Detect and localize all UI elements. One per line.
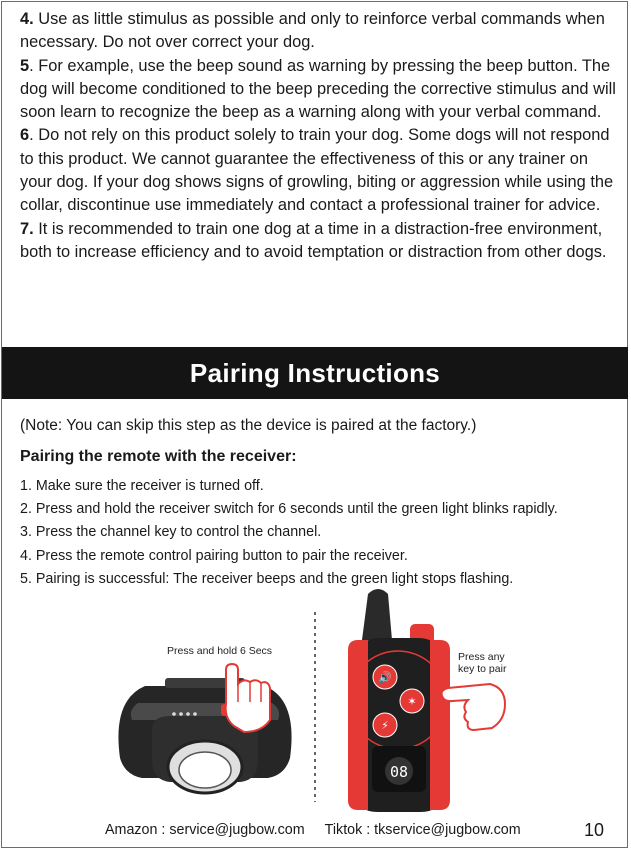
page-number: 10 xyxy=(584,820,605,840)
svg-text:✶: ✶ xyxy=(407,695,417,708)
rule-text: Use as little stimulus as possible and only to reinforce verbal commands when necessary. Do not over correct your dog. xyxy=(20,10,605,52)
rule-text: It is recommended to train one dog at a time in a distraction-free environment, both to increase efficiency and to avoid temptation or distraction from other dogs. xyxy=(20,219,607,261)
footer-contacts xyxy=(105,822,521,838)
rule-number: 5 xyxy=(20,56,30,75)
remote-callout-line2: key to pair xyxy=(458,663,507,675)
remote-display: 08 xyxy=(389,763,409,781)
rule-number: 6 xyxy=(20,126,30,145)
remote-illustration xyxy=(348,589,450,812)
rule-number: 7. xyxy=(20,219,34,238)
step-item: 2. Press and hold the receiver switch for 6 seconds until the green light blinks rapidly. xyxy=(20,501,558,518)
section-banner xyxy=(2,347,628,399)
step-item: 3. Press the channel key to control the channel. xyxy=(20,524,322,541)
pairing-illustration xyxy=(0,580,631,820)
tiktok-contact: Tiktok : tkservice@jugbow.com xyxy=(324,822,521,838)
factory-note: (Note: You can skip this step as the device is paired at the factory.) xyxy=(20,417,477,434)
section-title: Pairing Instructions xyxy=(189,357,441,388)
step-item: 5. Pairing is successful: The receiver beeps and the green light stops flashing. xyxy=(20,570,514,587)
rule-6 xyxy=(20,124,618,217)
pairing-steps xyxy=(20,475,625,591)
pressing-hand-icon xyxy=(226,664,270,732)
pairing-heading: Pairing the remote with the receiver: xyxy=(20,448,297,465)
svg-text:⚡: ⚡ xyxy=(381,719,389,732)
rule-4 xyxy=(20,8,618,55)
rule-5 xyxy=(20,55,618,125)
svg-text:🔊: 🔊 xyxy=(378,671,392,684)
rule-7 xyxy=(20,218,618,265)
amazon-contact: Amazon : service@jugbow.com xyxy=(105,822,305,838)
remote-callout-line1: Press any xyxy=(458,651,505,663)
rule-number: 4. xyxy=(20,10,34,28)
step-item: 1. Make sure the receiver is turned off. xyxy=(20,478,264,494)
rules-list xyxy=(20,8,618,264)
rule-text: . For example, use the beep sound as warning by pressing the beep button. The dog will become conditioned to the beep preceding the corrective stimulus and will soon learn to recognize the beep as a warning along with your verbal command. xyxy=(20,56,616,122)
rule-text: . Do not rely on this product solely to train your dog. Some dogs will not respond to this product. We cannot guarantee the effectiveness of this or any trainer on your dog. If your dog shows signs of growling, biting or aggression while using the collar, discontinue use immediately and contact a professional trainer for advice. xyxy=(20,126,614,215)
pressing-hand-icon xyxy=(442,684,505,730)
step-item: 4. Press the remote control pairing button to pair the receiver. xyxy=(20,547,408,564)
receiver-callout: Press and hold 6 Secs xyxy=(167,645,273,657)
pairing-diagram xyxy=(0,580,631,815)
